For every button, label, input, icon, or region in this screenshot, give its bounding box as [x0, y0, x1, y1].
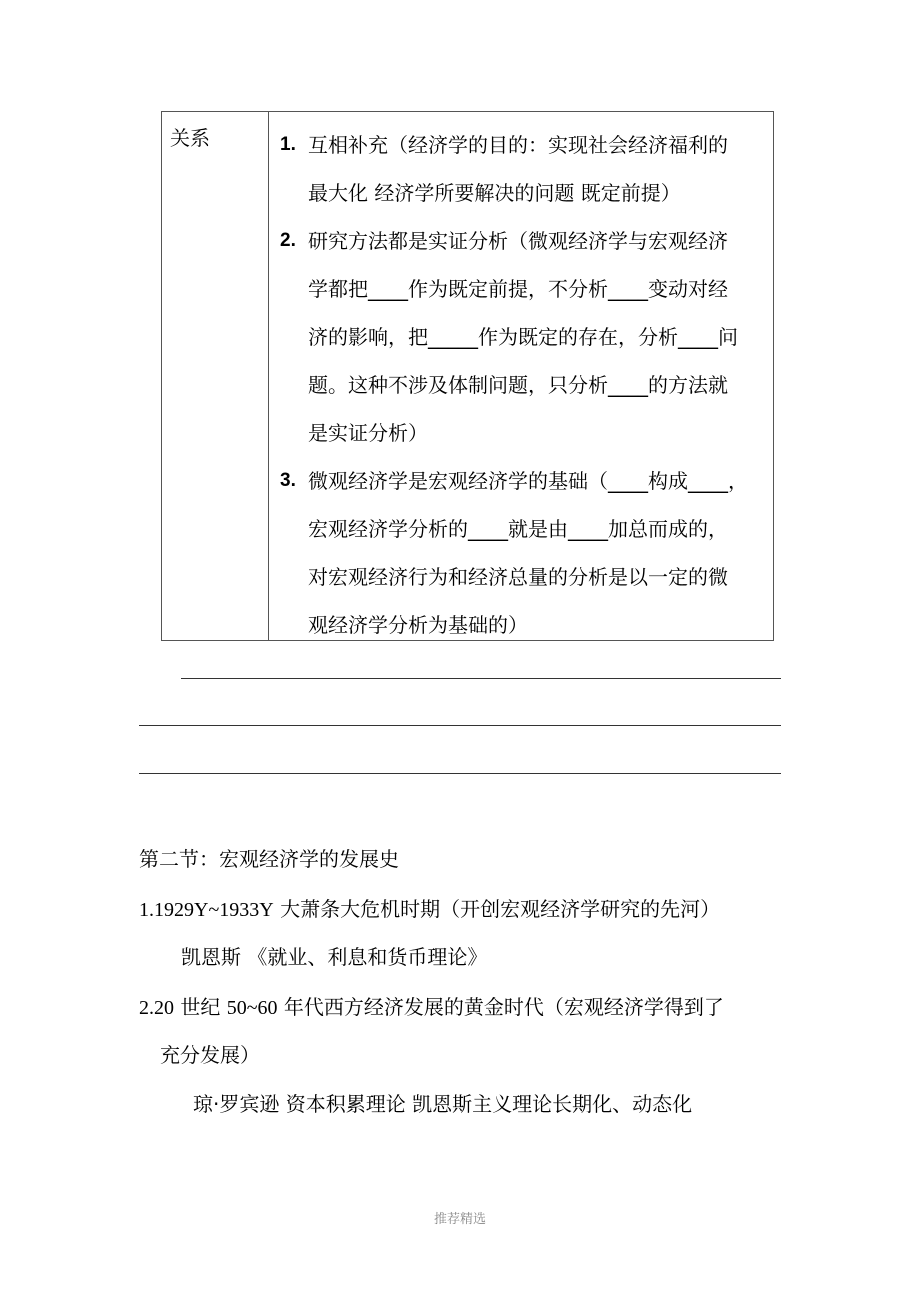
- item-line: 微观经济学是宏观经济学的基础（____构成____，: [308, 469, 748, 493]
- blank-line-1: [181, 678, 781, 679]
- history-item-2: [139, 995, 724, 1020]
- year-range: 1929Y~1933Y: [154, 899, 274, 921]
- decade-range: 50~60: [226, 997, 278, 1019]
- item-text: 大萧条大危机时期（开创宏观经济学研究的先河）: [273, 897, 721, 921]
- item-line: 济的影响，把_____作为既定的存在，分析____问: [308, 325, 738, 349]
- item-number: 3.: [280, 470, 296, 491]
- item-line: 对宏观经济行为和经济总量的分析是以一定的微: [308, 565, 728, 589]
- item-text: 世纪: [174, 995, 227, 1019]
- history-item-2-detail: 琼·罗宾逊 资本积累理论 凯恩斯主义理论长期化、动态化: [193, 1092, 693, 1116]
- item-line: 题。这种不涉及体制问题，只分析____的方法就: [308, 373, 728, 397]
- century: 20: [154, 997, 174, 1019]
- item-line: 是实证分析）: [308, 421, 428, 445]
- item-line: 观经济学分析为基础的）: [308, 613, 528, 637]
- table-divider: [268, 112, 269, 640]
- item-number: 2.: [280, 230, 296, 251]
- item-number: 2.: [139, 997, 154, 1019]
- section-heading: 第二节：宏观经济学的发展史: [139, 847, 399, 871]
- item-line: 研究方法都是实证分析（微观经济学与宏观经济: [308, 229, 728, 253]
- item-number: 1.: [139, 899, 154, 921]
- item-line: 宏观经济学分析的____就是由____加总而成的，: [308, 517, 728, 541]
- table-item-3: [280, 457, 766, 649]
- item-line: 学都把____作为既定前提，不分析____变动对经: [308, 277, 728, 301]
- history-item-1-detail: 凯恩斯 《就业、利息和货币理论》: [181, 945, 488, 969]
- item-line: 最大化 经济学所要解决的问题 既定前提）: [308, 181, 681, 205]
- page-footer: 推荐精选: [433, 1212, 486, 1227]
- blank-line-2: [139, 725, 781, 726]
- item-line: 互相补充（经济学的目的：实现社会经济福利的: [308, 133, 728, 157]
- blank-line-3: [139, 773, 781, 774]
- history-item-1: [139, 897, 720, 922]
- history-item-2-continuation: 充分发展）: [160, 1043, 260, 1067]
- table-content-cell: [280, 121, 766, 649]
- item-number: 1.: [280, 134, 296, 155]
- relationship-table: [161, 111, 774, 641]
- table-label-cell: 关系: [170, 126, 210, 150]
- table-item-1: [280, 121, 766, 217]
- item-text: 年代西方经济发展的黄金时代（宏观经济学得到了: [277, 995, 724, 1019]
- table-item-2: [280, 217, 766, 457]
